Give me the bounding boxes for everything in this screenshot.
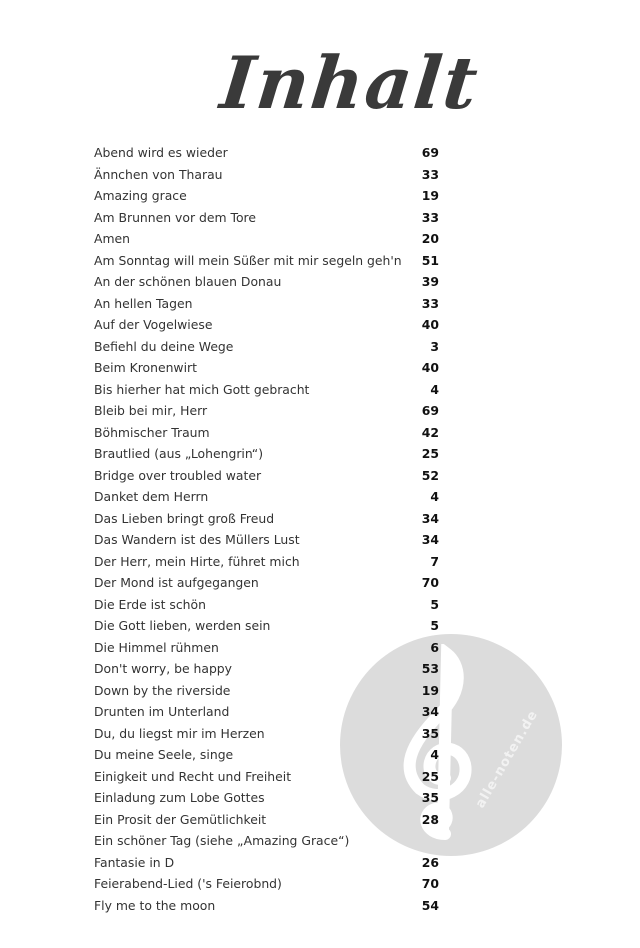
entry-title: Bis hierher hat mich Gott gebracht — [94, 381, 310, 397]
toc-entry — [94, 336, 439, 358]
toc-entry — [94, 271, 439, 293]
toc-entry — [94, 443, 439, 465]
entry-page-number: 6 — [430, 639, 439, 655]
toc-entry — [94, 701, 439, 723]
entry-page-number: 35 — [421, 790, 439, 805]
toc-entry — [94, 293, 439, 315]
toc-entry — [94, 572, 439, 594]
entry-page-number: 5 — [430, 596, 439, 612]
entry-title: Danket dem Herrn — [94, 489, 209, 504]
toc-entry — [94, 895, 439, 917]
entry-title: Befiehl du deine Wege — [94, 338, 234, 354]
watermark-text: alle-noten.de — [473, 707, 542, 811]
entry-title: Die Gott lieben, werden sein — [94, 618, 271, 633]
entry-page-number: 4 — [430, 381, 439, 397]
entry-page-number: 51 — [421, 252, 439, 268]
entry-page-number: 40 — [421, 317, 439, 332]
entry-page-number: 3 — [430, 338, 439, 354]
toc-entry — [94, 185, 439, 207]
toc-entry — [94, 680, 439, 702]
entry-page-number: 33 — [421, 295, 439, 311]
toc-entry — [94, 486, 439, 508]
page-title: Inhalt — [216, 40, 484, 125]
entry-title: Das Wandern ist des Müllers Lust — [94, 532, 300, 547]
entry-page-number: 53 — [421, 661, 439, 676]
entry-page-number: 19 — [421, 188, 439, 203]
entry-title: An hellen Tagen — [94, 295, 193, 311]
toc-entry — [94, 142, 439, 164]
entry-page-number: 52 — [421, 467, 439, 483]
entry-page-number: 34 — [421, 510, 439, 526]
entry-page-number: 20 — [421, 231, 439, 246]
entry-page-number: 35 — [421, 725, 439, 741]
entry-title: Am Brunnen vor dem Tore — [94, 209, 256, 225]
toc-entry — [94, 228, 439, 250]
toc-entry — [94, 164, 439, 186]
entry-page-number: 34 — [421, 532, 439, 547]
entry-title: Fly me to the moon — [94, 897, 216, 913]
toc-entry — [94, 723, 439, 745]
toc-entry — [94, 787, 439, 809]
table-of-contents — [94, 142, 439, 916]
entry-page-number: 5 — [430, 618, 439, 633]
entry-title: Am Sonntag will mein Süßer mit mir segeln geh'n — [94, 252, 402, 268]
toc-entry — [94, 465, 439, 487]
toc-entry — [94, 508, 439, 530]
toc-entry — [94, 873, 439, 895]
entry-title: Das Lieben bringt groß Freud — [94, 510, 275, 526]
entry-page-number: 19 — [421, 682, 439, 698]
entry-page-number: 25 — [421, 446, 439, 461]
toc-entry — [94, 400, 439, 422]
entry-page-number: 33 — [421, 209, 439, 225]
entry-page-number: 54 — [421, 897, 439, 913]
entry-title: Don't worry, be happy — [94, 661, 233, 676]
entry-title: Brautlied (aus „Lohengrin“) — [94, 446, 264, 461]
entry-title: Die Himmel rühmen — [94, 639, 219, 655]
toc-entry — [94, 658, 439, 680]
toc-entry — [94, 314, 439, 336]
toc-entry — [94, 529, 439, 551]
entry-title: Böhmischer Traum — [94, 424, 210, 440]
toc-entry — [94, 357, 439, 379]
entry-page-number: 34 — [421, 704, 439, 719]
toc-entry — [94, 379, 439, 401]
entry-page-number: 26 — [421, 854, 439, 870]
toc-entry — [94, 551, 439, 573]
entry-page-number: 70 — [421, 876, 439, 891]
entry-title: Die Erde ist schön — [94, 596, 206, 612]
entry-title: Fantasie in D — [94, 854, 175, 870]
entry-page-number: 7 — [430, 553, 439, 569]
entry-page-number: 69 — [421, 145, 439, 160]
entry-title: Abend wird es wieder — [94, 145, 228, 160]
entry-page-number: 40 — [421, 360, 439, 375]
entry-page-number: 4 — [430, 489, 439, 504]
toc-entry — [94, 852, 439, 874]
toc-entry — [94, 250, 439, 272]
entry-title: Amazing grace — [94, 188, 187, 203]
toc-entry — [94, 207, 439, 229]
entry-page-number: 33 — [421, 166, 439, 182]
toc-entry — [94, 766, 439, 788]
entry-title: Bridge over troubled water — [94, 467, 262, 483]
toc-entry — [94, 594, 439, 616]
entry-title: Auf der Vogelwiese — [94, 317, 213, 332]
entry-page-number: 42 — [421, 424, 439, 440]
entry-page-number: 70 — [421, 575, 439, 590]
entry-title: An der schönen blauen Donau — [94, 274, 282, 289]
entry-title: Einladung zum Lobe Gottes — [94, 790, 265, 805]
entry-page-number: 69 — [421, 403, 439, 418]
toc-entry — [94, 744, 439, 766]
entry-title: Ännchen von Tharau — [94, 166, 223, 182]
entry-title: Beim Kronenwirt — [94, 360, 197, 375]
entry-title: Drunten im Unterland — [94, 704, 230, 719]
toc-entry — [94, 637, 439, 659]
entry-title: Ein Prosit der Gemütlichkeit — [94, 811, 267, 827]
entry-title: Ein schöner Tag (siehe „Amazing Grace“) — [94, 833, 350, 848]
entry-title: Einigkeit und Recht und Freiheit — [94, 768, 292, 784]
entry-title: Du meine Seele, singe — [94, 747, 234, 762]
entry-page-number: 28 — [421, 811, 439, 827]
toc-entry — [94, 422, 439, 444]
entry-page-number: 4 — [430, 747, 439, 762]
entry-title: Bleib bei mir, Herr — [94, 403, 208, 418]
entry-title: Feierabend-Lied ('s Feierobnd) — [94, 876, 282, 891]
toc-entry — [94, 809, 439, 831]
entry-title: Du, du liegst mir im Herzen — [94, 725, 265, 741]
entry-page-number: 39 — [421, 274, 439, 289]
entry-title: Der Mond ist aufgegangen — [94, 575, 259, 590]
toc-entry — [94, 615, 439, 637]
entry-title: Der Herr, mein Hirte, führet mich — [94, 553, 300, 569]
entry-title: Down by the riverside — [94, 682, 231, 698]
entry-title: Amen — [94, 231, 131, 246]
toc-entry — [94, 830, 439, 852]
entry-page-number: 25 — [421, 768, 439, 784]
